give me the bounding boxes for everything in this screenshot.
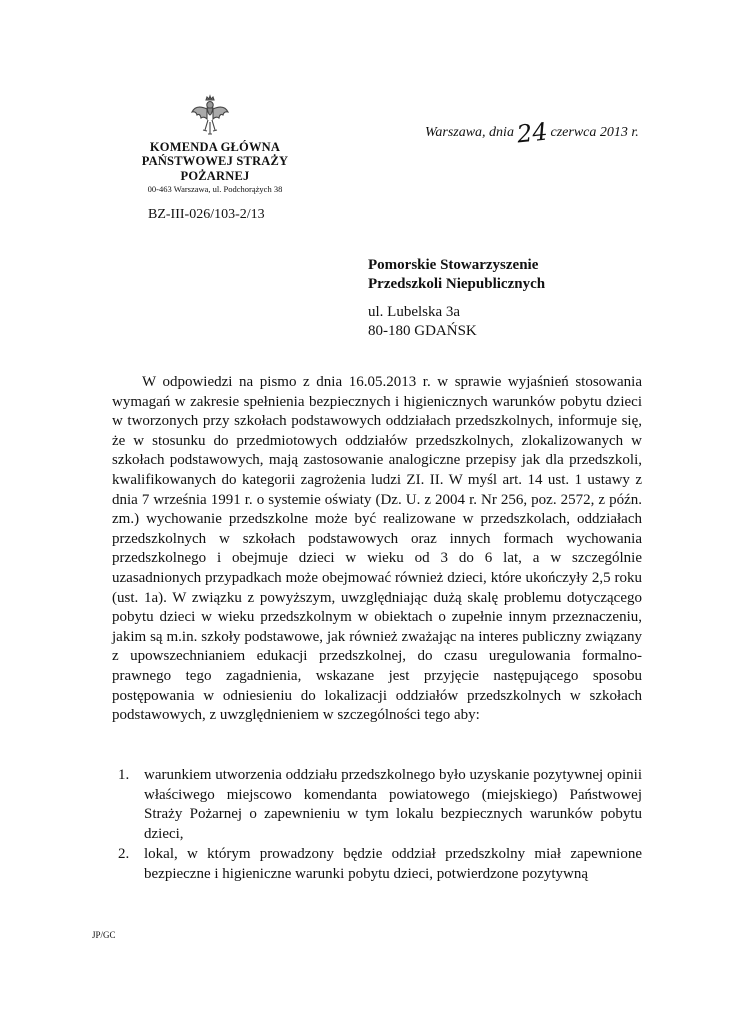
recipient-name-line1: Pomorskie Stowarzyszenie	[368, 257, 539, 273]
recipient-block	[368, 256, 545, 341]
date-prefix: Warszawa, dnia	[425, 125, 514, 140]
sender-block	[110, 140, 320, 195]
org-name-line1: KOMENDA GŁÓWNA	[149, 140, 281, 154]
body-paragraph: W odpowiedzi na pismo z dnia 16.05.2013 r. w sprawie wyjaśnień stosowania wymagań w zakresie spełnienia bezpiecznych i higienicznych warunków pobytu dzieci w tworzonych przy szkołach podstawowych oddziałach przedszkolnych, informuje się, że w stosunku do przedmiotowych oddziałów przedszkolnych, zlokalizowanych w szkołach podstawowych, mają zastosowanie analogiczne przepisy jak dla przedszkoli, kwalifikowanych do kategorii zagrożenia ludzi ZI. II. W myśl art. 14 ust. 1 ustawy z dnia 7 września 1991 r. o systemie oświaty (Dz. U. z 2004 r. Nr 256, poz. 2572, z późn. zm.) wychowanie przedszkolne może być realizowane w przedszkolach, oddziałach przedszkolnych w szkołach podstawowych oraz innych formach wychowania przedszkolnego i obejmuje dzieci w wieku od 3 do 6 lat, a w szczególnie uzasadnionych przypadkach może obejmować również dzieci, które ukończyły 2,5 roku (ust. 1a). W związku z powyższym, uwzględniając dużą skalę problemu dotyczącego pobytu dzieci w wieku przedszkolnym w obiektach o zupełnie innym przeznaczeniu, jakim są m.in. szkoły podstawowe, jak również zważając na interes publiczny związany z upowszechnianiem edukacji przedszkolnej, do czasu uregulowania formalno-prawnego tego zagadnienia, wskazane jest przyjęcie następującego sposobu postępowania w odniesieniu do lokalizacji oddziałów przedszkolnych w szkołach podstawowych, z uwzględnieniem w szczególności tego aby:	[112, 374, 642, 724]
org-address: 00-463 Warszawa, ul. Podchorążych 38	[147, 184, 283, 195]
recipient-name-line2: Przedszkoli Niepublicznych	[368, 276, 546, 292]
footer-initials: JP/GC	[92, 930, 116, 940]
list-item-text: lokal, w którym prowadzony będzie oddział przedszkolny miał zapewnione bezpieczne i higieniczne warunki pobytu dzieci, potwierdzone pozytywną	[144, 846, 642, 882]
date-suffix: czerwca 2013 r.	[550, 125, 639, 140]
list-item-number: 2.	[118, 846, 130, 863]
list-item-text: warunkiem utworzenia oddziału przedszkolnego było uzyskanie pozytywnej opinii właściwego miejscowo komendanta powiatowego (miejskiego) Państwowej Straży Pożarnej o zapewnieniu w tym lokalu bezpiecznych warunków pobytu dzieci,	[144, 767, 642, 842]
list-item	[112, 845, 642, 884]
reference-number: BZ-III-026/103-2/13	[148, 207, 265, 222]
list-item	[112, 766, 642, 844]
recipient-city: 80-180 GDAŃSK	[368, 323, 477, 339]
requirements-list	[112, 766, 642, 886]
letter-date	[425, 114, 639, 149]
list-item-number: 1.	[118, 767, 130, 783]
letter-body	[112, 373, 642, 726]
polish-eagle-emblem	[188, 94, 232, 138]
date-day-handwritten: 24	[515, 117, 549, 149]
org-name-line2: PAŃSTWOWEJ STRAŻY POŻARNEJ	[141, 154, 289, 183]
recipient-street: ul. Lubelska 3a	[368, 304, 461, 320]
